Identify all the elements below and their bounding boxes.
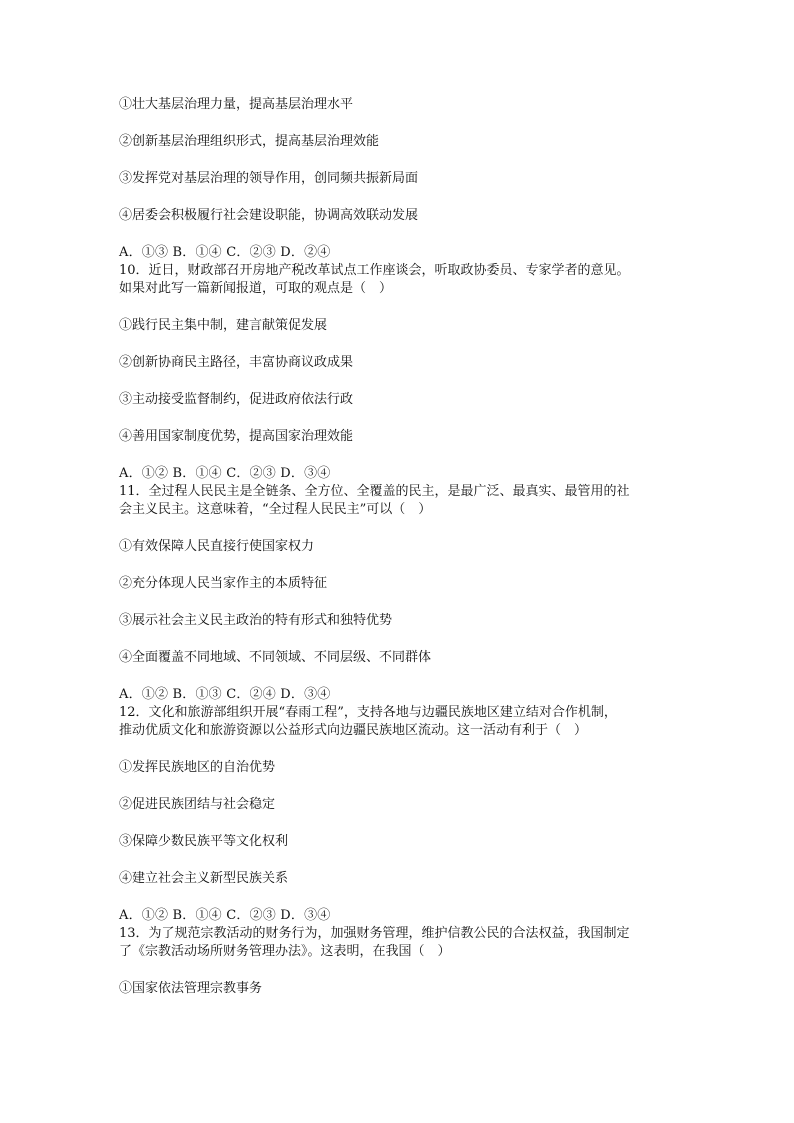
q11-option-2: ②充分体现人民当家作主的本质特征: [119, 576, 328, 591]
q10-option-4: ④善用国家制度优势，提高国家治理效能: [119, 429, 354, 444]
q9-option-4: ④居委会积极履行社会建设职能，协调高效联动发展: [119, 208, 419, 223]
q12-option-1: ①发挥民族地区的自治优势: [119, 760, 276, 775]
q10-stem-line-1: 10．近日，财政部召开房地产税改革试点工作座谈会，听取政协委员、专家学者的意见。: [119, 263, 630, 278]
q9-answer-choices: A．①③ B．①④ C．②③ D．②④: [119, 245, 331, 260]
q10-option-3: ③主动接受监督制约，促进政府依法行政: [119, 392, 354, 407]
q13-stem-line-1: 13．为了规范宗教活动的财务行为，加强财务管理，维护信教公民的合法权益，我国制定: [119, 926, 630, 941]
q12-option-4: ④建立社会主义新型民族关系: [119, 871, 289, 886]
q10-option-2: ②创新协商民主路径，丰富协商议政成果: [119, 355, 354, 370]
q11-stem-line-2: 会主义民主。这意味着，“全过程人民民主”可以（ ）: [119, 502, 432, 517]
q12-answer-choices: A．①② B．①④ C．②③ D．③④: [119, 908, 331, 923]
q9-option-1: ①壮大基层治理力量，提高基层治理水平: [119, 97, 354, 112]
q12-stem-line-1: 12．文化和旅游部组织开展“春雨工程”，支持各地与边疆民族地区建立结对合作机制，: [119, 705, 617, 720]
q13-stem-line-2: 了《宗教活动场所财务管理办法》。这表明，在我国（ ）: [119, 944, 451, 959]
q11-option-1: ①有效保障人民直接行使国家权力: [119, 539, 315, 554]
q9-option-3: ③发挥党对基层治理的领导作用，创同频共振新局面: [119, 171, 419, 186]
q10-answer-choices: A．①② B．①④ C．②③ D．③④: [119, 466, 331, 481]
q11-option-4: ④全面覆盖不同地域、不同领域、不同层级、不同群体: [119, 650, 432, 665]
q10-option-1: ①践行民主集中制，建言献策促发展: [119, 318, 328, 333]
q12-option-2: ②促进民族团结与社会稳定: [119, 797, 276, 812]
q11-stem-line-1: 11．全过程人民民主是全链条、全方位、全覆盖的民主，是最广泛、最真实、最管用的社: [119, 484, 630, 499]
q11-option-3: ③展示社会主义民主政治的特有形式和独特优势: [119, 613, 393, 628]
q11-answer-choices: A．①② B．①③ C．②④ D．③④: [119, 687, 331, 702]
q9-option-2: ②创新基层治理组织形式，提高基层治理效能: [119, 134, 380, 149]
q12-option-3: ③保障少数民族平等文化权利: [119, 834, 289, 849]
q10-stem-line-2: 如果对此写一篇新闻报道，可取的观点是（ ）: [119, 281, 393, 296]
q12-stem-line-2: 推动优质文化和旅游资源以公益形式向边疆民族地区流动。这一活动有利于（ ）: [119, 723, 588, 738]
q13-option-1: ①国家依法管理宗教事务: [119, 981, 263, 996]
